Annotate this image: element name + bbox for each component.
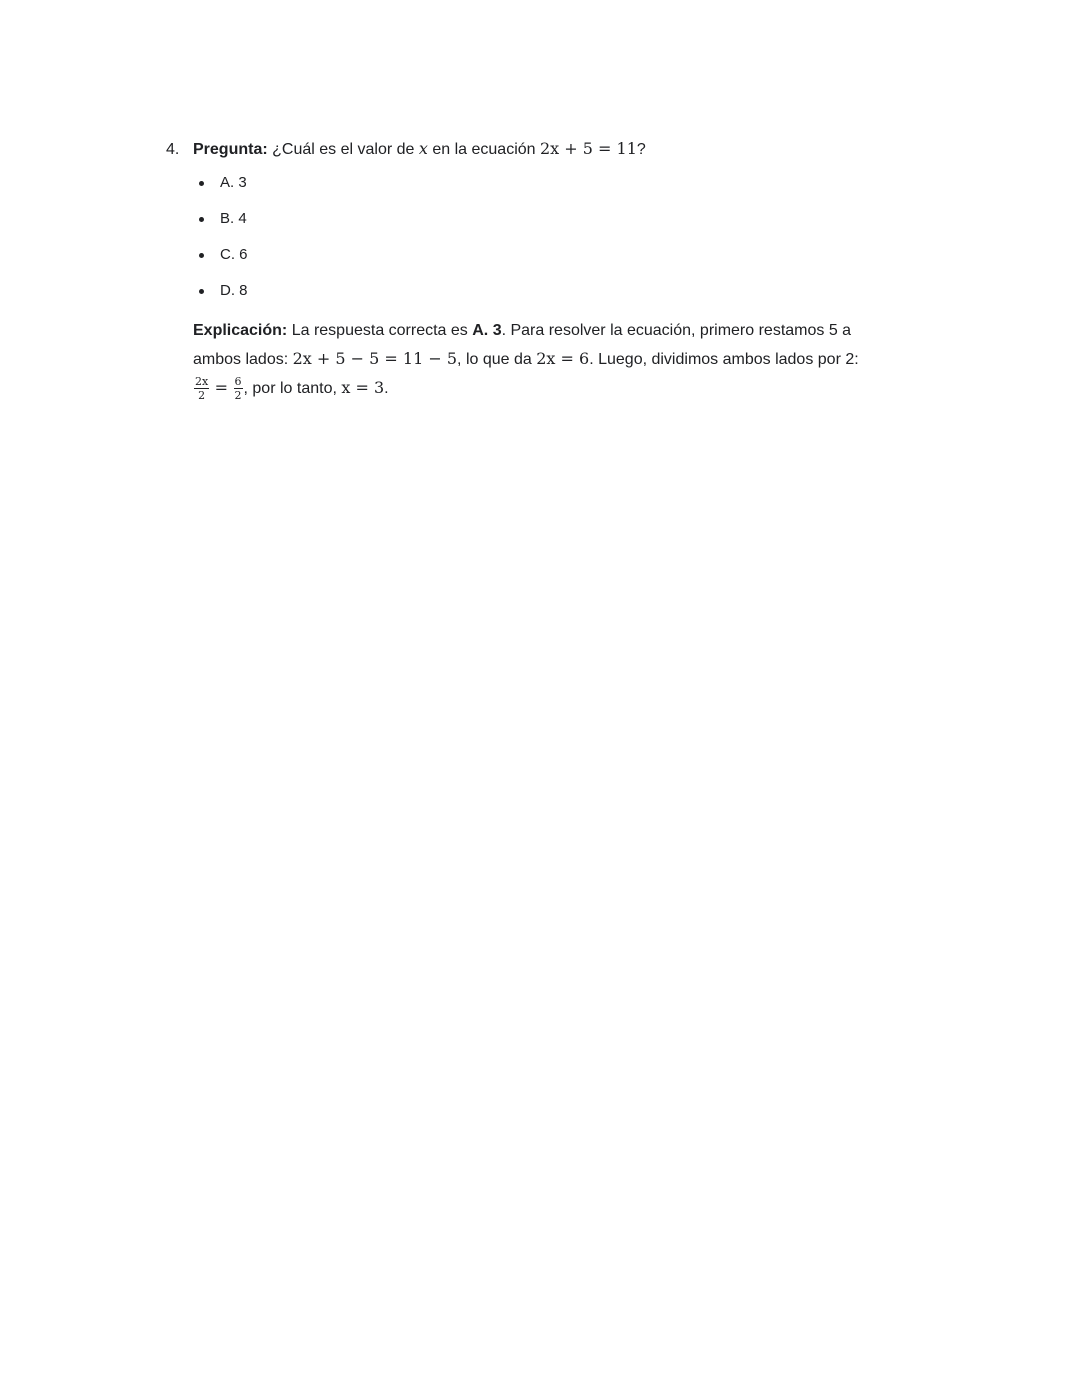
question-number: 4. [166, 141, 180, 158]
explanation-equation-2: 2x = 6 [536, 349, 590, 368]
bullet-icon [199, 217, 204, 222]
explanation-step2: , lo que da [457, 351, 532, 368]
question-label: Pregunta: [193, 141, 268, 158]
explanation-end: . [384, 380, 389, 397]
question-variable: x [418, 139, 428, 158]
question-text-after: ? [636, 141, 646, 158]
fraction-equals: = [214, 378, 229, 397]
option-a [193, 173, 886, 193]
option-c [193, 245, 886, 265]
explanation-step3: . Luego, dividimos ambos lados por 2: [589, 351, 859, 368]
option-label: C. 6 [220, 246, 248, 263]
question-text [193, 136, 646, 163]
explanation-step4: , por lo tanto, [243, 380, 337, 397]
explanation-equation-3: x = 3 [341, 378, 385, 397]
bullet-icon [199, 181, 204, 186]
option-d [193, 281, 886, 301]
explanation-equation-1: 2x + 5 − 5 = 11 − 5 [292, 349, 458, 368]
question-item [166, 136, 886, 403]
option-label: B. 4 [220, 210, 247, 227]
fraction-2x-over-2: $\frac{2x}{2}$ [195, 375, 209, 403]
explanation-step1: . Para resolver la ecuación, primero restamos 5 a ambos lados: [193, 322, 852, 368]
question-text-middle: en la ecuación [432, 141, 536, 158]
question-equation: 2x + 5 = 11 [540, 139, 637, 158]
option-b [193, 209, 886, 229]
explanation-label: Explicación: [193, 322, 288, 339]
explanation-paragraph [193, 317, 863, 403]
option-label: A. 3 [220, 174, 247, 191]
option-label: D. 8 [220, 282, 248, 299]
bullet-icon [199, 289, 204, 294]
question-text-before: ¿Cuál es el valor de [272, 141, 415, 158]
explanation-answer: A. 3 [472, 322, 502, 339]
fraction-6-over-2: $\frac{6}{2}$ [234, 375, 242, 403]
explanation-intro: La respuesta correcta es [291, 322, 468, 339]
question-line [166, 136, 886, 163]
bullet-icon [199, 253, 204, 258]
options-list [193, 173, 886, 301]
